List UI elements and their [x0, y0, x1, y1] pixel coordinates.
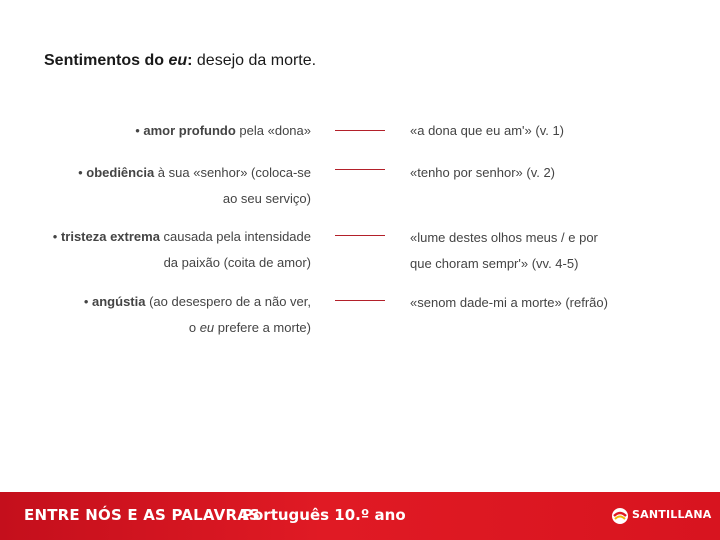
footer-bar [0, 492, 720, 540]
feeling-2-line-1: • obediência à sua «senhor» (coloca-se [78, 165, 311, 180]
feeling-3-line-2: da paixão (coita de amor) [163, 255, 311, 270]
footer-logo-text: SANTILLANA [632, 508, 712, 521]
connector-line [335, 130, 385, 131]
title-prefix: Sentimentos do [44, 52, 169, 69]
connector-line [335, 169, 385, 170]
connector-line [335, 235, 385, 236]
quote-3 [410, 225, 598, 277]
feeling-3 [53, 224, 311, 276]
feeling-2-line-2: ao seu serviço) [222, 191, 311, 206]
footer-grade: Português 10.º ano [242, 506, 406, 524]
feeling-3-line-1: • tristeza extrema causada pela intensidade [52, 229, 311, 244]
feeling-2 [78, 160, 311, 212]
feeling-4-line-2: o eu prefere a morte) [188, 320, 311, 335]
quote-1-line-1: «a dona que eu am'» (v. 1) [410, 123, 565, 138]
quote-3-line-1: «lume destes olhos meus / e por [410, 230, 598, 245]
quote-2-line-1: «tenho por senhor» (v. 2) [410, 165, 556, 180]
feeling-4-line-1: • angústia (ao desespero de a não ver, [83, 294, 311, 309]
slide-title [44, 52, 316, 70]
quote-4-line-1: «senom dade-mi a morte» (refrão) [410, 295, 608, 310]
feeling-4 [84, 289, 311, 341]
title-rest: desejo da morte. [192, 52, 317, 69]
quote-1 [410, 118, 564, 144]
connector-line [335, 300, 385, 301]
quote-3-line-2: que choram sempr'» (vv. 4-5) [410, 256, 579, 271]
quote-4 [410, 290, 608, 316]
footer-brand: ENTRE NÓS E AS PALAVRAS [24, 506, 261, 524]
title-colon: : [187, 52, 193, 69]
feeling-1-line-1: • amor profundo pela «dona» [135, 123, 311, 138]
title-italic: eu [168, 52, 188, 69]
feeling-1 [135, 118, 311, 144]
quote-2 [410, 160, 555, 186]
